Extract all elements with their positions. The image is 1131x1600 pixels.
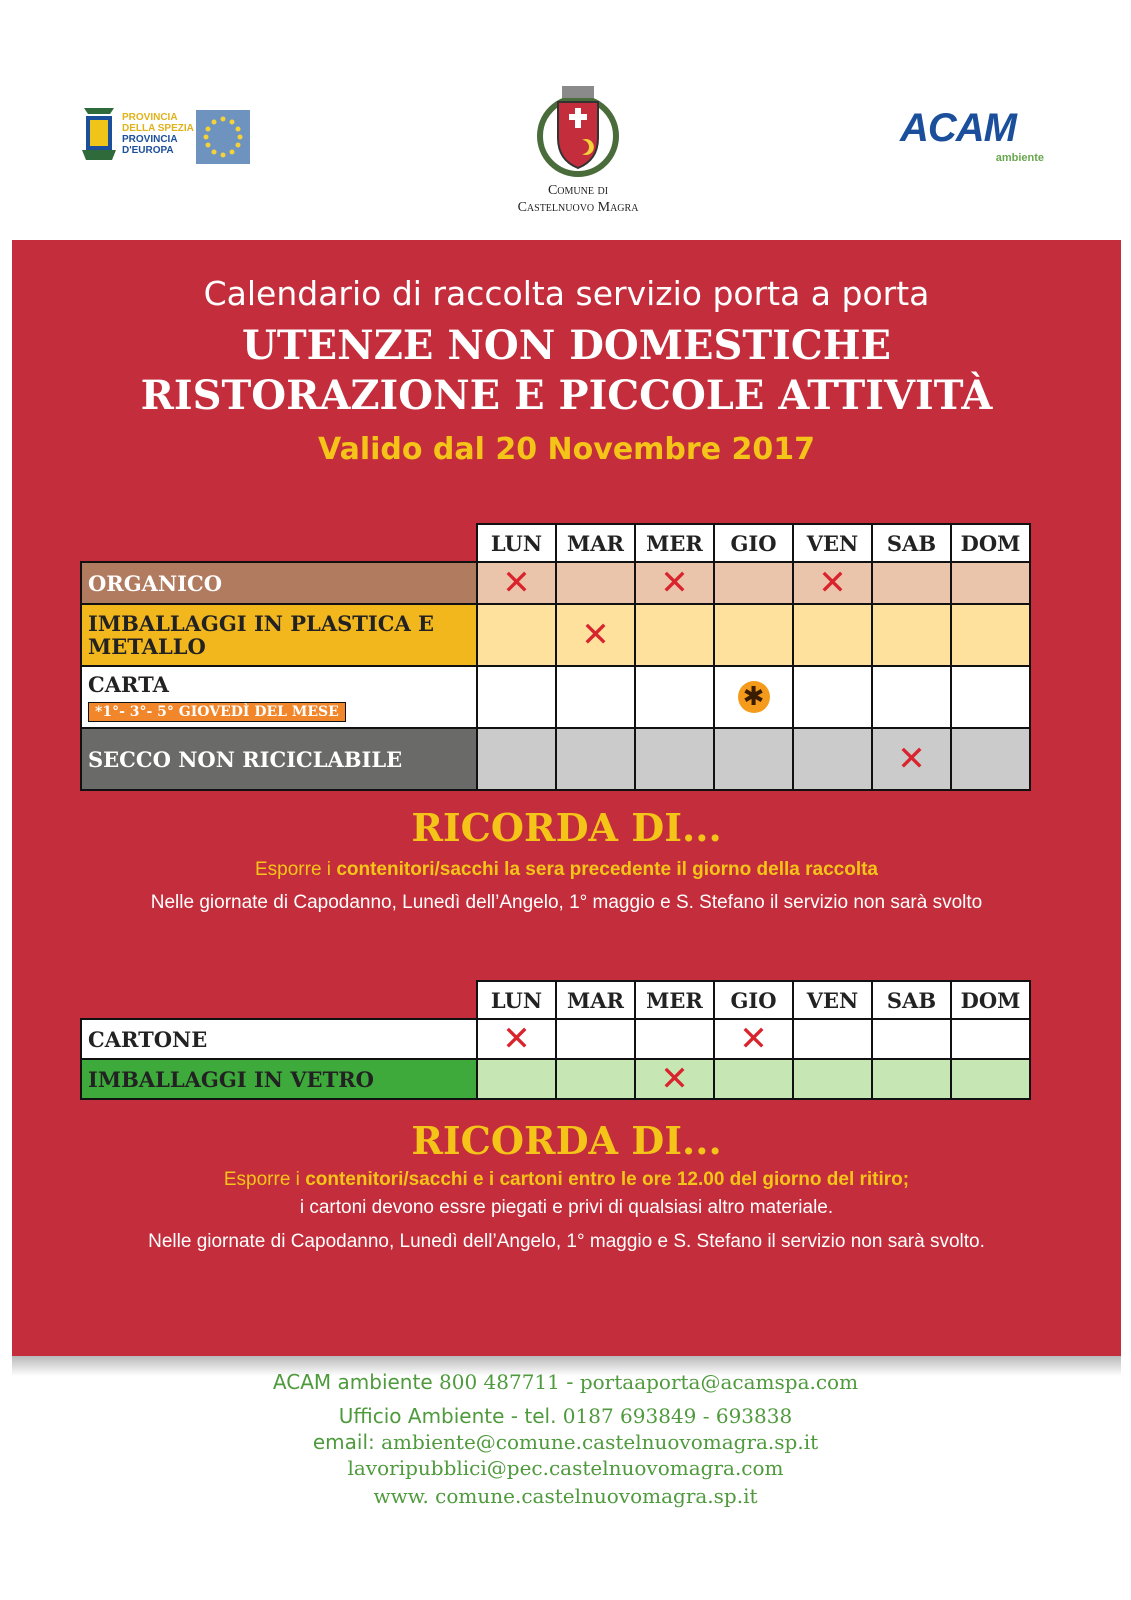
footer-web-link[interactable]: www. comune.castelnuovomagra.sp.it [373,1484,758,1508]
table2-row [81,1019,1030,1059]
day-header: GIO [714,981,793,1019]
day-header: DOM [951,524,1030,562]
day-cell-gio [714,728,793,790]
table1-header-row [81,524,1030,562]
footer-acam-phone: 800 487711 [439,1370,560,1394]
day-cell-mer [635,666,714,728]
day-cell-sab [872,562,951,604]
day-cell-sab [872,604,951,666]
footer-acam-label: ACAM ambiente [272,1370,439,1394]
reminder1-line1-bold: contenitori/sacchi la sera precedente il giorno della raccolta [336,859,878,880]
reminder1-line1-pre: Esporre i [255,859,337,880]
table1-row [81,666,1030,728]
footer-email-label: email: [312,1430,382,1454]
table2-header-row [81,981,1030,1019]
day-cell-dom [951,728,1030,790]
footer-pec-link[interactable]: lavoripubblici@pec.castelnuovomagra.com [347,1456,784,1480]
collection-asterisk-icon: ✱ [738,681,770,713]
day-cell-dom [951,1019,1030,1059]
collection-x-icon: ✕ [897,739,926,779]
footer-email-link[interactable]: ambiente@comune.castelnuovomagra.sp.it [381,1430,819,1454]
day-cell-mer [635,562,714,604]
collection-x-icon: ✕ [818,563,847,603]
footer-ufficio [0,1404,1131,1428]
waste-category [81,728,477,790]
table1-row [81,728,1030,790]
collection-x-icon: ✕ [502,563,531,603]
reminder2-line1-pre: Esporre i [223,1169,306,1190]
day-cell-sab [872,1019,951,1059]
reminder2-heading: RICORDA DI... [411,1118,722,1163]
day-cell-gio [714,666,793,728]
day-header: VEN [793,524,872,562]
day-header: VEN [793,981,872,1019]
waste-category-label: IMBALLAGGI IN VETRO [88,1066,374,1092]
day-header: MER [635,524,714,562]
day-cell-sab [872,666,951,728]
table2-corner [81,981,477,1019]
calendar-title-line2: RISTORAZIONE E PICCOLE ATTIVITÀ [140,372,993,419]
day-cell-lun [477,666,556,728]
comune-line2: Castelnuovo Magra [517,200,639,215]
reminder1-heading: RICORDA DI... [411,805,722,850]
footer-ufficio-label: Ufficio Ambiente - tel. [338,1404,563,1428]
day-cell-gio [714,562,793,604]
waste-category-label: ORGANICO [88,570,222,596]
footer-ufficio-phone: 0187 693849 - 693838 [562,1404,793,1428]
day-header: MAR [556,524,635,562]
calendar-panel [12,240,1121,1356]
provincia-line4: D'EUROPA [122,145,174,156]
collection-table-2 [80,980,1030,1100]
collection-x-icon: ✕ [660,1059,689,1099]
comune-line1: Comune di [547,183,609,198]
day-cell-mer [635,604,714,666]
footer-email [0,1430,1131,1454]
day-cell-lun [477,1019,556,1059]
day-cell-mar [556,1019,635,1059]
day-cell-ven [793,604,872,666]
waste-category [81,562,477,604]
collection-x-icon: ✕ [581,615,610,655]
collection-x-icon: ✕ [739,1019,768,1059]
provincia-crest-icon [80,104,118,164]
day-cell-mar [556,728,635,790]
day-cell-lun [477,562,556,604]
provincia-line3: PROVINCIA [122,134,178,145]
day-cell-sab [872,1059,951,1099]
footer-acam-sep: - [559,1370,580,1394]
day-cell-lun [477,1059,556,1099]
provincia-line2: DELLA SPEZIA [122,123,194,134]
footer-acam-email[interactable]: portaaporta@acamspa.com [579,1370,859,1394]
acam-brand: ACAM [900,106,1016,150]
table1-corner [81,524,477,562]
reminder2-line3: Nelle giornate di Capodanno, Lunedì dell’Angelo, 1° maggio e S. Stefano il servizio non sarà svolto. [148,1231,985,1252]
day-cell-mer [635,1059,714,1099]
calendar-subtitle: Calendario di raccolta servizio porta a porta [203,274,930,313]
provincia-line1: PROVINCIA [122,112,178,123]
reminder1-line2: Nelle giornate di Capodanno, Lunedì dell’Angelo, 1° maggio e S. Stefano il servizio non sarà svolto [150,892,983,913]
comune-logo [490,82,666,222]
reminder2-line2: i cartoni devono essre piegati e privi di qualsiasi altro materiale. [299,1197,834,1218]
day-cell-lun [477,604,556,666]
provincia-text [122,112,194,156]
carta-schedule-note: *1°- 3°- 5° GIOVEDÌ DEL MESE [88,702,346,722]
comune-crest-icon [536,82,620,178]
eu-flag-icon [196,110,250,164]
day-header: DOM [951,981,1030,1019]
table1-row [81,604,1030,666]
reminder2-line1 [12,1168,1121,1192]
table2-row [81,1059,1030,1099]
waste-category [81,604,477,666]
acam-subtitle: ambiente [995,152,1044,164]
day-cell-dom [951,1059,1030,1099]
day-header: MAR [556,981,635,1019]
day-cell-mar [556,1059,635,1099]
day-header: LUN [477,524,556,562]
waste-category-label: CARTONE [88,1026,208,1052]
waste-category-label: CARTA [88,671,169,697]
day-cell-mar [556,666,635,728]
provincia-logo [80,104,260,168]
day-cell-ven [793,562,872,604]
waste-category [81,666,477,728]
table1-row [81,562,1030,604]
comune-name [490,182,666,216]
day-header: MER [635,981,714,1019]
day-cell-gio [714,604,793,666]
acam-logo [900,106,1050,166]
day-cell-lun [477,728,556,790]
collection-x-icon: ✕ [502,1019,531,1059]
calendar-title-line1: UTENZE NON DOMESTICHE [242,322,891,369]
day-cell-mer [635,1019,714,1059]
footer-acam [0,1370,1131,1394]
day-cell-dom [951,666,1030,728]
day-cell-ven [793,1019,872,1059]
day-cell-mar [556,562,635,604]
day-cell-sab [872,728,951,790]
reminder1-line1 [12,858,1121,882]
waste-category-label: IMBALLAGGI IN PLASTICA E METALLO [88,611,435,659]
day-cell-gio [714,1019,793,1059]
day-header: GIO [714,524,793,562]
valid-from: Valido dal 20 Novembre 2017 [318,432,815,467]
reminder2-line1-bold: contenitori/sacchi e i cartoni entro le ore 12.00 del giorno del ritiro; [305,1169,910,1190]
day-cell-ven [793,1059,872,1099]
waste-category [81,1059,477,1099]
day-header: SAB [872,981,951,1019]
day-cell-ven [793,728,872,790]
day-cell-dom [951,562,1030,604]
day-cell-mer [635,728,714,790]
waste-category-label: SECCO NON RICICLABILE [88,746,403,772]
day-cell-mar [556,604,635,666]
day-cell-dom [951,604,1030,666]
day-cell-ven [793,666,872,728]
collection-table-1 [80,523,1030,791]
collection-x-icon: ✕ [660,563,689,603]
waste-category [81,1019,477,1059]
day-header: SAB [872,524,951,562]
day-header: LUN [477,981,556,1019]
day-cell-gio [714,1059,793,1099]
